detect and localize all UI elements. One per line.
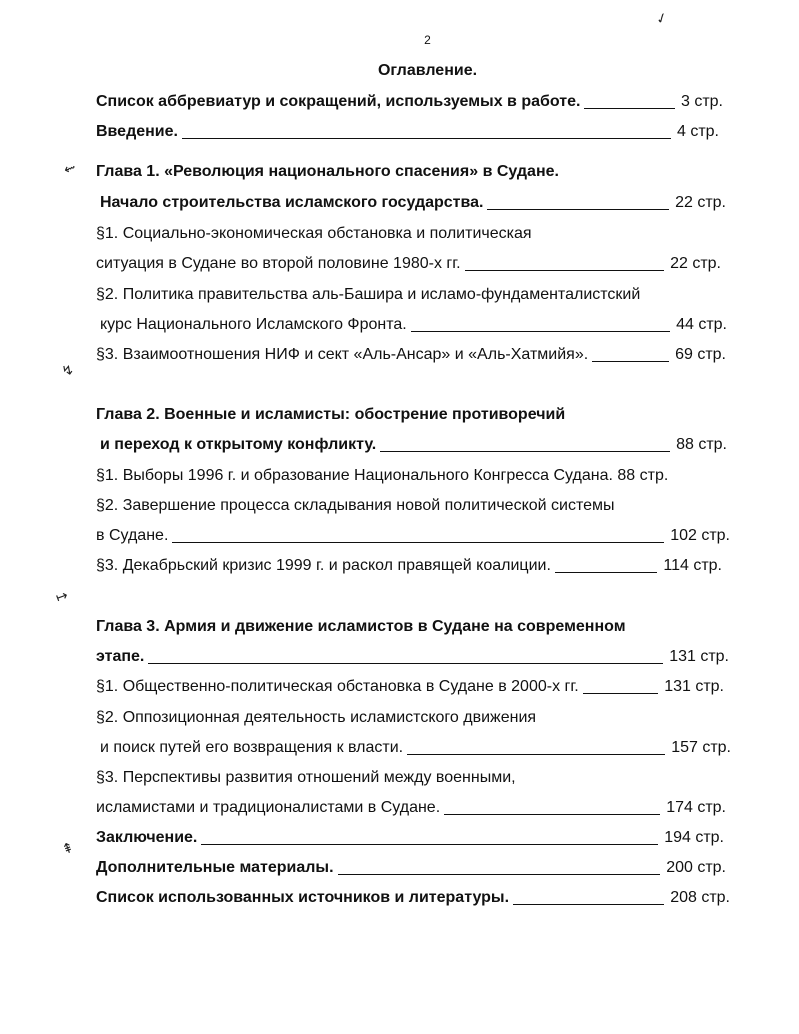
entry-page: 3 стр.	[680, 93, 723, 110]
leader-line	[201, 844, 658, 845]
toc-section-3-3-line2	[96, 798, 726, 818]
entry-page: 194 стр.	[664, 829, 724, 846]
toc-appendix	[96, 858, 726, 878]
entry-page: 22 стр.	[675, 194, 726, 211]
page-number: 2	[424, 33, 431, 47]
leader-line	[583, 693, 659, 694]
leader-line	[465, 270, 665, 271]
toc-section-3-3-line1: §3. Перспективы развития отношений между военными,	[96, 769, 516, 786]
margin-mark: ⇞	[59, 838, 76, 858]
entry-title: в Судане.	[96, 527, 169, 544]
toc-section-3-2-line2	[100, 738, 731, 758]
toc-chapter-2-title: Глава 2. Военные и исламисты: обострение противоречий	[96, 406, 566, 423]
toc-chapter-3-title: Глава 3. Армия и движение исламистов в Судане на современном	[96, 618, 626, 635]
toc-section-2-1: §1. Выборы 1996 г. и образование Национального Конгресса Судана. 88 стр.	[96, 467, 669, 484]
entry-title: Начало строительства исламского государства.	[100, 194, 484, 211]
toc-section-2-3	[96, 556, 722, 576]
leader-line	[444, 814, 660, 815]
margin-mark: ↯	[59, 360, 76, 380]
entry-page: 102 стр.	[670, 527, 730, 544]
toc-section-2-2-line2	[96, 526, 730, 546]
leader-line	[513, 904, 664, 905]
entry-title: Заключение.	[96, 829, 198, 846]
entry-title: ситуация в Судане во второй половине 1980-х гг.	[96, 255, 461, 272]
entry-page: 131 стр.	[664, 678, 724, 695]
entry-page: 157 стр.	[671, 739, 731, 756]
margin-mark: ⇜	[61, 158, 78, 178]
entry-title: исламистами и традиционалистами в Судане.	[96, 799, 441, 816]
toc-section-1-1-line2	[96, 254, 721, 274]
leader-line	[555, 572, 657, 573]
toc-section-1-3	[96, 345, 726, 365]
entry-page: 22 стр.	[670, 255, 721, 272]
leader-line	[172, 542, 664, 543]
toc-section-1-2-line1: §2. Политика правительства аль-Башира и исламо-фундаменталистский	[96, 286, 641, 303]
leader-line	[148, 663, 663, 664]
entry-page: 208 стр.	[670, 889, 730, 906]
toc-entry-introduction	[96, 122, 719, 142]
entry-title: §3. Взаимоотношения НИФ и сект «Аль-Ансар» и «Аль-Хатмийя».	[96, 346, 589, 363]
leader-line	[380, 451, 670, 452]
entry-title: и поиск путей его возвращения к власти.	[100, 739, 404, 756]
toc-section-1-1-line1: §1. Социально-экономическая обстановка и политическая	[96, 225, 532, 242]
leader-line	[182, 138, 671, 139]
toc-conclusion	[96, 828, 724, 848]
entry-title: этапе.	[96, 648, 145, 665]
entry-title: и переход к открытому конфликту.	[100, 436, 377, 453]
leader-line	[407, 754, 665, 755]
leader-line	[584, 108, 675, 109]
entry-page: 44 стр.	[676, 316, 727, 333]
entry-page: 114 стр.	[663, 557, 722, 574]
toc-heading: Оглавление.	[377, 62, 478, 79]
toc-section-2-2-line1: §2. Завершение процесса складывания новой политической системы	[96, 497, 615, 514]
entry-title: Список аббревиатур и сокращений, используемых в работе.	[96, 93, 581, 110]
leader-line	[592, 361, 669, 362]
entry-page: 174 стр.	[666, 799, 726, 816]
entry-page: 200 стр.	[666, 859, 726, 876]
entry-title: §1. Общественно-политическая обстановка в Судане в 2000-х гг.	[96, 678, 579, 695]
entry-page: 4 стр.	[676, 123, 719, 140]
toc-section-1-2-line2	[100, 315, 727, 335]
leader-line	[411, 331, 670, 332]
toc-chapter-1-title: Глава 1. «Революция национального спасения» в Судане.	[96, 163, 559, 180]
entry-title: Введение.	[96, 123, 178, 140]
entry-page: 69 стр.	[675, 346, 726, 363]
toc-chapter-1-subtitle	[100, 193, 726, 213]
entry-page: 131 стр.	[669, 648, 729, 665]
margin-mark: ↦	[53, 586, 70, 606]
entry-title: §3. Декабрьский кризис 1999 г. и раскол правящей коалиции.	[96, 557, 551, 574]
toc-entry-abbreviations	[96, 92, 723, 112]
leader-line	[338, 874, 661, 875]
toc-section-3-2-line1: §2. Оппозиционная деятельность исламистского движения	[96, 709, 537, 726]
entry-title: Список использованных источников и литературы.	[96, 889, 510, 906]
toc-chapter-3-subtitle	[96, 647, 729, 667]
toc-chapter-2-subtitle	[100, 435, 727, 455]
entry-title: Дополнительные материалы.	[96, 859, 334, 876]
entry-page: 88 стр.	[676, 436, 727, 453]
toc-section-3-1	[96, 677, 724, 697]
toc-bibliography	[96, 888, 730, 908]
check-mark: ✓	[653, 8, 670, 28]
leader-line	[487, 209, 669, 210]
entry-title: курс Национального Исламского Фронта.	[100, 316, 407, 333]
